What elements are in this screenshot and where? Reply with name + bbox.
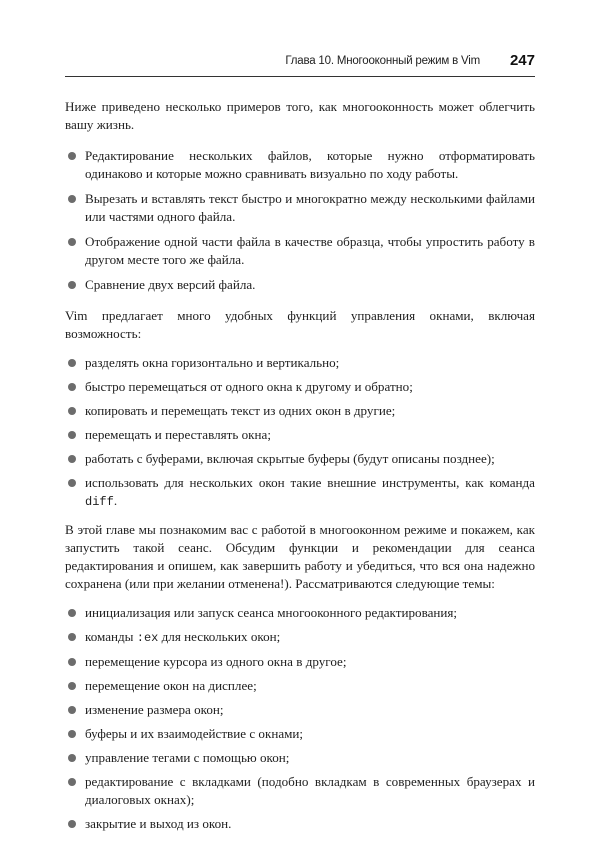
list-item: Отображение одной части файла в качестве образца, чтобы упростить работу в другом месте того же файла.	[65, 233, 535, 269]
topics-list	[65, 604, 535, 833]
capabilities-list	[65, 354, 535, 511]
page-number: 247	[509, 52, 535, 69]
bullet-icon	[68, 682, 76, 690]
bullet-icon	[68, 706, 76, 714]
header-rule	[65, 76, 535, 77]
bullet-icon	[68, 754, 76, 762]
list-item: редактирование с вкладками (подобно вкладкам в современных браузерах и диалоговых окнах);	[65, 773, 535, 809]
bullet-icon	[68, 359, 76, 367]
list-item: перемещать и переставлять окна;	[65, 426, 535, 444]
intro-paragraph: Ниже приведено несколько примеров того, как многооконность может облегчить вашу жизнь.	[65, 99, 535, 132]
code-diff: diff	[85, 495, 114, 509]
list-item: быстро перемещаться от одного окна к другому и обратно;	[65, 378, 535, 396]
bullet-icon	[68, 195, 76, 203]
list-item: буферы и их взаимодействие с окнами;	[65, 725, 535, 743]
bullet-icon	[68, 431, 76, 439]
list-item: перемещение курсора из одного окна в другое;	[65, 653, 535, 671]
bullet-icon	[68, 609, 76, 617]
list-item: Сравнение двух версий файла.	[65, 276, 535, 294]
bullet-icon	[68, 407, 76, 415]
examples-list	[65, 147, 535, 294]
list-item: Редактирование нескольких файлов, которые нужно отформатировать одинаково и которые можно сравнивать визуально по ходу работы.	[65, 147, 535, 183]
bullet-icon	[68, 281, 76, 289]
list-item: разделять окна горизонтально и вертикально;	[65, 354, 535, 372]
bullet-icon	[68, 820, 76, 828]
list-item: копировать и перемещать текст из одних окон в другие;	[65, 402, 535, 420]
list-item: управление тегами с помощью окон;	[65, 749, 535, 767]
list-item: Вырезать и вставлять текст быстро и многократно между несколькими файлами или частями одного файла.	[65, 190, 535, 226]
bullet-icon	[68, 152, 76, 160]
page-body	[65, 98, 535, 839]
bullet-icon	[68, 730, 76, 738]
vim-intro-paragraph: Vim предлагает много удобных функций управления окнами, включая возможность:	[65, 308, 535, 341]
list-item: изменение размера окон;	[65, 701, 535, 719]
bullet-icon	[68, 238, 76, 246]
bullet-icon	[68, 455, 76, 463]
code-ex: :ex	[136, 631, 159, 645]
list-item: использовать для нескольких окон такие внешние инструменты, как команда diff.	[65, 474, 535, 511]
bullet-icon	[68, 658, 76, 666]
list-item: команды :ex для нескольких окон;	[65, 628, 535, 647]
list-item: работать с буферами, включая скрытые буферы (будут описаны позднее);	[65, 450, 535, 468]
chapter-intro-paragraph: В этой главе мы познакомим вас с работой в многооконном режиме и покажем, как запустить такой сеанс. Обсудим функции и рекомендации для сеанса редактирования и опишем, как завершить работу и убедиться, что вся она надежно сохранена (или при желании отменена!). Рассматриваются следующие темы:	[65, 522, 535, 591]
list-item: перемещение окон на дисплее;	[65, 677, 535, 695]
list-item: закрытие и выход из окон.	[65, 815, 535, 833]
chapter-title: Глава 10. Многооконный режим в Vim	[285, 55, 480, 67]
bullet-icon	[68, 633, 76, 641]
bullet-icon	[68, 383, 76, 391]
bullet-icon	[68, 778, 76, 786]
bullet-icon	[68, 479, 76, 487]
running-header	[65, 52, 535, 74]
list-item: инициализация или запуск сеанса многооконного редактирования;	[65, 604, 535, 622]
